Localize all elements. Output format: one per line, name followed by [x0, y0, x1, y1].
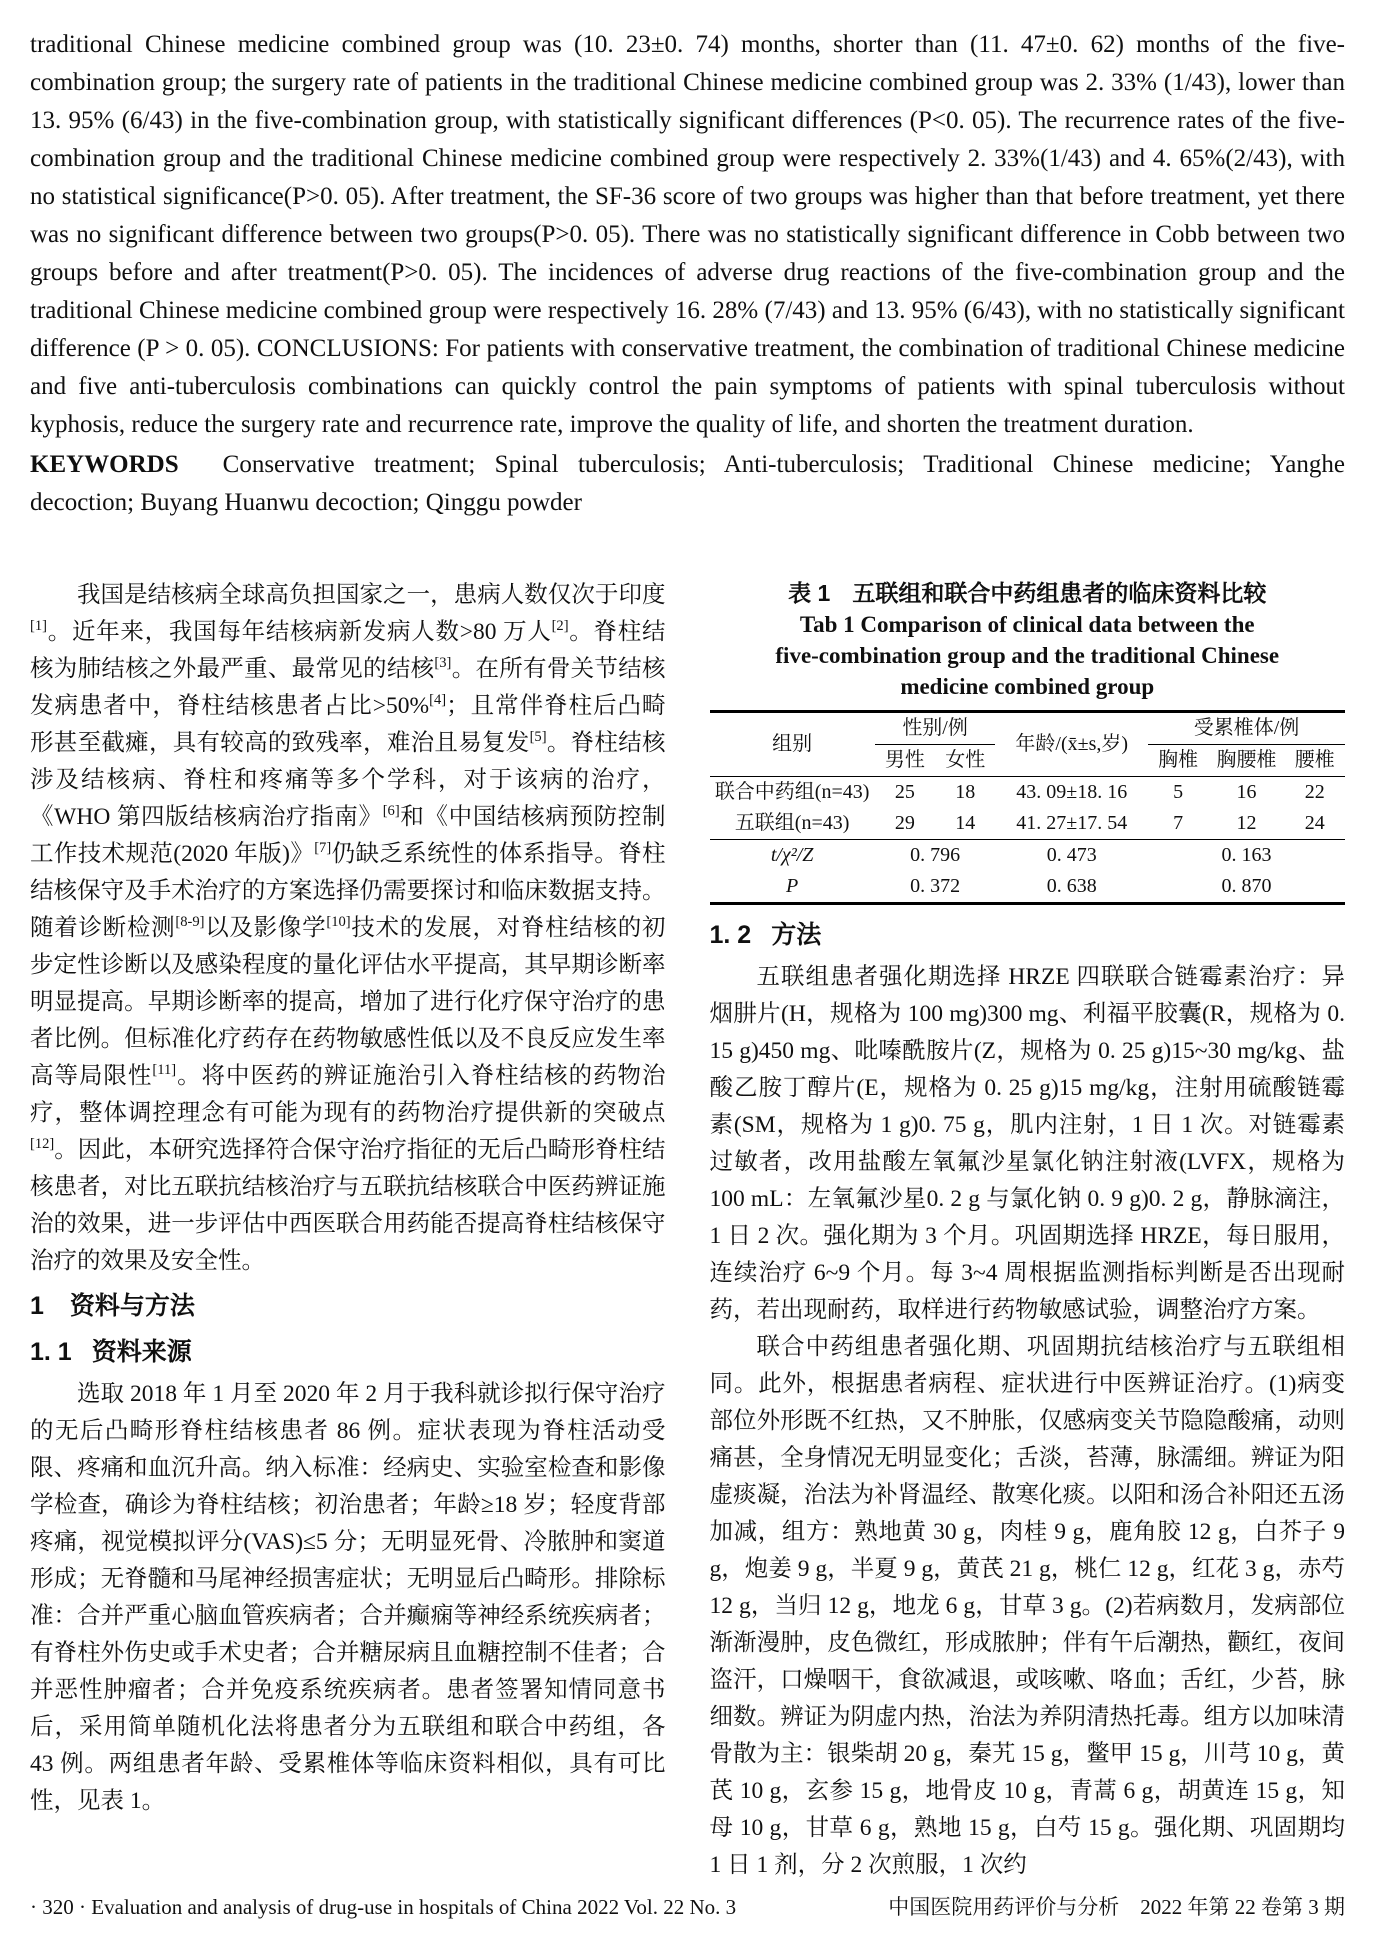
cell-p-vertebra: 0. 870 — [1221, 875, 1272, 897]
clinical-data-table — [710, 710, 1346, 905]
cell-male: 25 — [894, 781, 915, 803]
intro-paragraph: 我国是结核病全球高负担国家之一，患病人数仅次于印度[1]。近年来，我国每年结核病新发病人数>80 万人[2]。脊柱结核为肺结核之外最严重、最常见的结核[3]。在所有骨关节结核发病患者中，脊柱结核患者占比>50%[4]；且常伴脊柱后凸畸形甚至截瘫，具有较高的致残率，难治且易复发[5]。脊柱结核涉及结核病、脊柱和疼痛等多个学科，对于该病的治疗，《WHO 第四版结核病治疗指南》[6]和《中国结核病预防控制工作技术规范(2020 年版)》[7]仍缺乏系统性的体系指导。脊柱结核保守及手术治疗的方案选择仍需要探讨和临床数据支持。随着诊断检测[8-9]以及影像学[10]技术的发展，对脊柱结核的初步定性诊断以及感染程度的量化评估水平提高，其早期诊断率明显提高。早期诊断率的提高，增加了进行化疗保守治疗的患者比例。但标准化疗药存在药物敏感性低以及不良反应发生率高等局限性[11]。将中医药的辨证施治引入脊柱结核的药物治疗，整体调控理念有可能为现有的药物治疗提供新的突破点[12]。因此，本研究选择符合保守治疗指征的无后凸畸形脊柱结核患者，对比五联抗结核治疗与五联抗结核联合中医药辨证施治的效果，进一步评估中西医联合用药能否提高脊柱结核保守治疗的效果及安全性。 — [30, 582, 666, 1274]
footer-right-text — [888, 1892, 1345, 1922]
section-heading-1-1 — [30, 1332, 666, 1372]
table1-caption-en — [710, 609, 1346, 702]
cell-stat-label: t/χ²/Z — [770, 844, 814, 866]
table-header-row-1 — [710, 712, 1346, 745]
cell-lumbar: 24 — [1285, 808, 1345, 840]
cell-thoracic: 7 — [1148, 808, 1208, 840]
table1-caption-en-line3: medicine combined group — [900, 674, 1155, 699]
section-1-title: 资料与方法 — [69, 1292, 195, 1320]
cell-stat-vertebra: 0. 163 — [1221, 844, 1272, 866]
col-header-male: 男性 — [875, 745, 935, 777]
cell-male: 29 — [875, 808, 935, 840]
section-heading-1 — [30, 1286, 666, 1326]
section-1-2-number: 1. 2 — [709, 921, 752, 949]
footer-issue: 2022 年第 22 卷第 3 期 — [1140, 1895, 1345, 1919]
col-header-group: 组别 — [710, 712, 875, 777]
section-1-number: 1 — [30, 1292, 44, 1320]
footer-left-text: · 320 · Evaluation and analysis of drug-use in hospitals of China 2022 Vol. 22 No. 3 — [30, 1895, 737, 1919]
table1-caption-zh-label: 表 1 — [788, 580, 831, 606]
cell-p-label: P — [786, 875, 799, 897]
col-header-vertebra: 受累椎体/例 — [1148, 712, 1345, 745]
cell-p-age: 0. 638 — [1046, 875, 1097, 897]
section-heading-1-2 — [710, 915, 1346, 955]
methods-paragraph-1: 五联组患者强化期选择 HRZE 四联联合链霉素治疗：异烟肼片(H，规格为 100 mg)300 mg、利福平胶囊(R，规格为 0. 15 g)450 mg、吡嗪酰胺片(Z，规格为 0. 25 g)15~30 mg/kg、盐酸乙胺丁醇片(E，规格为 0. 25 g)15 mg/kg，注射用硫酸链霉素(SM，规格为 1 g)0. 75 g，肌内注射，1 日 1 次。对链霉素过敏者，改用盐酸左氧氟沙星氯化钠注射液(LVFX，规格为 100 mL：左氧氟沙星0. 2 g 与氯化钠 0. 9 g)0. 2 g，静脉滴注，1 日 2 次。强化期为 3 个月。巩固期选择 HRZE，每日服用，连续治疗 6~9 个月。每 3~4 周根据监测指标判断是否出现耐药，若出现耐药，取样进行药物敏感试验，调整治疗方案。 — [709, 964, 1345, 1323]
table1-caption-zh — [710, 577, 1346, 609]
table-row-five-combination-group — [710, 808, 1346, 840]
cell-female: 14 — [935, 808, 995, 840]
cell-group: 联合中药组(n=43) — [714, 781, 870, 803]
table-row-statistic — [710, 840, 1346, 872]
cell-thoracolumbar: 16 — [1236, 781, 1257, 803]
cell-age: 43. 09±18. 16 — [1016, 781, 1128, 803]
col-header-thoracolumbar: 胸腰椎 — [1208, 745, 1284, 777]
left-column — [30, 577, 666, 1882]
footer-journal-name: 中国医院用药评价与分析 — [888, 1895, 1120, 1919]
col-header-age: 年龄/(x̄±s,岁) — [995, 712, 1148, 777]
methods-paragraph-2: 联合中药组患者强化期、巩固期抗结核治疗与五联组相同。此外，根据患者病程、症状进行中医辨证治疗。(1)病变部位外形既不红热，又不肿胀，仅感病变关节隐隐酸痛，动则痛甚，全身情况无明显变化；舌淡，苔薄，脉濡细。辨证为阳虚痰凝，治法为补肾温经、散寒化痰。以阳和汤合补阳还五汤加减，组方：熟地黄 30 g，肉桂 9 g，鹿角胶 12 g，白芥子 9 g，炮姜 9 g，半夏 9 g，黄芪 21 g，桃仁 12 g，红花 3 g，赤芍 12 g，当归 12 g，地龙 6 g，甘草 3 g。(2)若病数月，发病部位渐渐漫肿，皮色微红，形成脓肿；伴有午后潮热，颧红，夜间盗汗，口燥咽干，食欲减退，或咳嗽、咯血；舌红，少苔，脉细数。辨证为阴虚内热，治法为养阴清热托毒。组方以加味清骨散为主：银柴胡 20 g，秦艽 15 g，鳖甲 15 g，川芎 10 g，黄芪 10 g，玄参 15 g，地骨皮 10 g，青蒿 6 g，胡黄连 15 g，知母 10 g，甘草 6 g，熟地 15 g，白芍 15 g。强化期、巩固期均 1 日 1 剂，分 2 次煎服，1 次约 — [709, 1334, 1345, 1878]
cell-thoracic: 5 — [1173, 781, 1184, 803]
cell-age: 41. 27±17. 54 — [995, 808, 1148, 840]
table-row-pvalue — [710, 871, 1346, 904]
section-1-2-title: 方法 — [771, 921, 822, 949]
section-1-1-number: 1. 1 — [30, 1338, 72, 1366]
col-header-thoracic: 胸椎 — [1148, 745, 1208, 777]
col-header-gender: 性别/例 — [875, 712, 996, 745]
cell-stat-age: 0. 473 — [1046, 844, 1097, 866]
table1-caption-en-line2: five-combination group and the traditional Chinese — [775, 643, 1280, 668]
col-header-lumbar: 腰椎 — [1285, 745, 1345, 777]
keywords-text: Conservative treatment; Spinal tuberculosis; Anti-tuberculosis; Traditional Chinese medicine; Yanghe decoction; Buyang Huanwu decoction; Qinggu powder — [30, 451, 1345, 516]
section-1-1-title: 资料来源 — [91, 1338, 192, 1366]
table1-caption-zh-title: 五联组和联合中药组患者的临床资料比较 — [852, 580, 1267, 606]
cell-lumbar: 22 — [1304, 781, 1325, 803]
cell-p-gender: 0. 372 — [910, 875, 961, 897]
keywords-label: KEYWORDS — [30, 451, 179, 478]
abstract-continuation-paragraph: traditional Chinese medicine combined group was (10. 23±0. 74) months, shorter than (11. 47±0. 62) months of the five-combination group; the surgery rate of patients in the traditional Chinese medicine combined group was 2. 33% (1/43), lower than 13. 95% (6/43) in the five-combination group, with statistically significant differences (P<0. 05). The recurrence rates of the five-combination group and the traditional Chinese medicine combined group were respectively 2. 33%(1/43) and 4. 65%(2/43), with no statistical significance(P>0. 05). After treatment, the SF-36 score of two groups was higher than that before treatment, yet there was no significant difference between two groups(P>0. 05). There was no statistically significant difference in Cobb between two groups before and after treatment(P>0. 05). The incidences of adverse drug reactions of the five-combination group and the traditional Chinese medicine combined group were respectively 16. 28% (7/43) and 13. 95% (6/43), with no statistically significant difference (P > 0. 05). CONCLUSIONS: For patients with conservative treatment, the combination of traditional Chinese medicine and five anti-tuberculosis combinations can quickly control the pain symptoms of patients with spinal tuberculosis without kyphosis, reduce the surgery rate and recurrence rate, improve the quality of life, and shorten the treatment duration. — [30, 31, 1345, 438]
col-header-female: 女性 — [935, 745, 995, 777]
table-row-combined-group — [710, 777, 1346, 809]
cell-stat-gender: 0. 796 — [910, 844, 961, 866]
data-source-paragraph: 选取 2018 年 1 月至 2020 年 2 月于我科就诊拟行保守治疗的无后凸畸形脊柱结核患者 86 例。症状表现为脊柱活动受限、疼痛和血沉升高。纳入标准：经病史、实验室检查和影像学检查，确诊为脊柱结核；初治患者；年龄≥18 岁；轻度背部疼痛，视觉模拟评分(VAS)≤5 分；无明显死骨、冷脓肿和窦道形成；无脊髓和马尾神经损害症状；无明显后凸畸形。排除标准：合并严重心脑血管疾病者；合并癫痫等神经系统疾病者；有脊柱外伤史或手术史者；合并糖尿病且血糖控制不佳者；合并恶性肿瘤者；合并免疫系统疾病者。患者签署知情同意书后，采用简单随机化法将患者分为五联组和联合中药组，各 43 例。两组患者年龄、受累椎体等临床资料相似，具有可比性，见表 1。 — [30, 1381, 666, 1814]
two-column-body — [30, 577, 1345, 1882]
cell-female: 18 — [955, 781, 976, 803]
right-column — [710, 577, 1346, 1882]
keywords-block — [30, 446, 1345, 522]
table1-caption-en-line1: Tab 1 Comparison of clinical data between the — [799, 612, 1255, 637]
cell-thoracolumbar: 12 — [1208, 808, 1284, 840]
page-footer — [30, 1882, 1345, 1922]
cell-group: 五联组(n=43) — [710, 808, 875, 840]
